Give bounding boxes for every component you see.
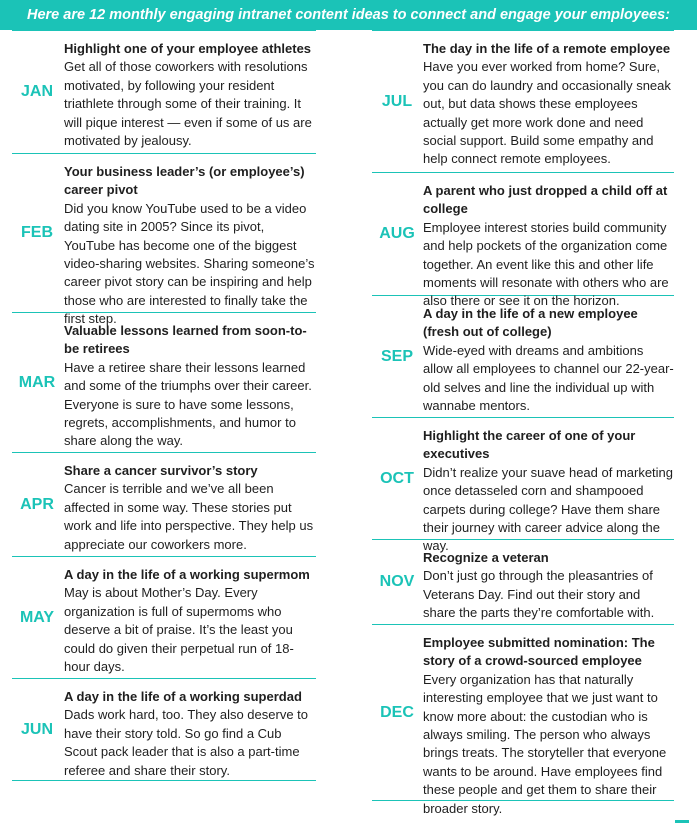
entry-title: The day in the life of a remote employee bbox=[423, 41, 671, 56]
entry-title: Highlight one of your employee athletes bbox=[64, 41, 312, 56]
entry-text: Did you know YouTube used to be a video dating site in 2005? Since its pivot, YouTube has become one of the biggest video-sharing websites. Sharing someone’s career pivot story can be inspiring and help those who are interested to finally take the first step. bbox=[64, 200, 315, 327]
month-label: JUN bbox=[20, 720, 53, 738]
entry-text: Get all of those coworkers with resolutions motivated, by following your resident triathlete through some of their training. It will pique interest — even if some of us are motivated by jealousy. bbox=[64, 59, 312, 149]
entry-body bbox=[64, 453, 316, 563]
month-label: JUL bbox=[381, 92, 413, 110]
month-entry-mar bbox=[12, 313, 316, 453]
month-label: MAR bbox=[18, 373, 56, 391]
entry-body bbox=[64, 557, 316, 685]
entry-title: Recognize a veteran bbox=[423, 550, 549, 565]
entry-body bbox=[423, 540, 674, 632]
entry-title: Your business leader’s (or employee’s) career pivot bbox=[64, 164, 305, 198]
entry-body bbox=[423, 296, 674, 424]
right-column bbox=[372, 30, 674, 816]
entry-title: Employee submitted nomination: The story of a crowd-sourced employee bbox=[423, 635, 655, 669]
entry-body bbox=[64, 31, 316, 159]
entry-text: May is about Mother’s Day. Every organization is full of supermoms who deserve a bit of praise. It’s the least you could do given their perpetual run of 18-hour days. bbox=[64, 585, 294, 675]
entry-text: Wide-eyed with dreams and ambitions allow all employees to channel our 22-year-old selves and line the individual up with wannabe mentors. bbox=[423, 342, 674, 414]
month-label: MAY bbox=[19, 608, 55, 626]
entry-text: Employee interest stories build community and help pockets of the organization come together. An event like this and other life moments will resonate with others who are also there or see it on the horizon. bbox=[423, 219, 669, 309]
entry-body bbox=[423, 31, 674, 178]
entry-title: A day in the life of a working superdad bbox=[64, 689, 302, 704]
month-label: JAN bbox=[20, 83, 53, 100]
month-entry-jan bbox=[12, 30, 316, 154]
month-entry-oct bbox=[372, 418, 674, 554]
entry-title: A parent who just dropped a child off at college bbox=[423, 183, 668, 217]
entry-body bbox=[64, 154, 316, 338]
entry-body bbox=[64, 679, 316, 789]
month-entry-aug bbox=[372, 173, 674, 309]
month-entry-dec bbox=[372, 625, 674, 816]
entry-text: Have you ever worked from home? Sure, you can do laundry and occasionally sneak out, but data shows these employees actually get more work done and need social support. Build some empathy and help connect remote employees. bbox=[423, 59, 671, 167]
month-entry-feb bbox=[12, 154, 316, 327]
entry-text: Cancer is terrible and we’ve all been affected in some way. These stories put work and life into perspective. They help us appreciate our coworkers more. bbox=[64, 481, 314, 552]
month-label: SEP bbox=[380, 347, 413, 365]
month-label: OCT bbox=[380, 469, 414, 487]
month-label: AUG bbox=[379, 225, 415, 242]
month-label: FEB bbox=[21, 224, 53, 241]
entry-title: Valuable lessons learned from soon-to-be retirees bbox=[64, 323, 307, 357]
month-label: APR bbox=[20, 495, 54, 513]
month-label: DEC bbox=[380, 703, 414, 721]
entry-body bbox=[64, 313, 316, 460]
month-entry-apr bbox=[12, 453, 316, 557]
month-entry-sep bbox=[372, 296, 674, 418]
month-entry-may bbox=[12, 557, 316, 679]
left-column bbox=[12, 30, 316, 781]
entry-text: Don’t just go through the pleasantries of Veterans Day. Find out their story and share the parts they’re comfortable with. bbox=[423, 568, 655, 621]
entry-text: Have a retiree share their lessons learned and some of the triumphs over their career. Everyone is sure to have some lessons, regrets, accomplishments, and humor to share along the way. bbox=[64, 359, 312, 449]
header-banner: Here are 12 monthly engaging intranet content ideas to connect and engage your employees: bbox=[0, 0, 697, 30]
entry-text: Every organization has that naturally interesting employee that we just want to know more about: the custodian who is always smiling. The person who always brings treats. The storyteller that everyone wants to be around. Have employees find these people and get them to share their broader story. bbox=[423, 671, 667, 816]
month-entry-nov bbox=[372, 540, 674, 625]
month-label: NOV bbox=[379, 573, 415, 590]
entry-title: Share a cancer survivor’s story bbox=[64, 463, 258, 478]
entry-title: A day in the life of a new employee (fresh out of college) bbox=[423, 306, 638, 340]
entry-title: A day in the life of a working supermom bbox=[64, 567, 310, 582]
entry-title: Highlight the career of one of your executives bbox=[423, 428, 636, 462]
month-entry-jun bbox=[12, 679, 316, 781]
entry-text: Dads work hard, too. They also deserve to have their story told. So go find a Cub Scout pack leader that is also a part-time referee and share their story. bbox=[64, 707, 308, 778]
entry-body bbox=[423, 625, 674, 827]
month-entry-jul bbox=[372, 30, 674, 173]
entry-text: Didn’t realize your suave head of marketing once detasseled corn and shampooed carpets during college? Have them share their journey with career advice along the way. bbox=[423, 464, 674, 554]
